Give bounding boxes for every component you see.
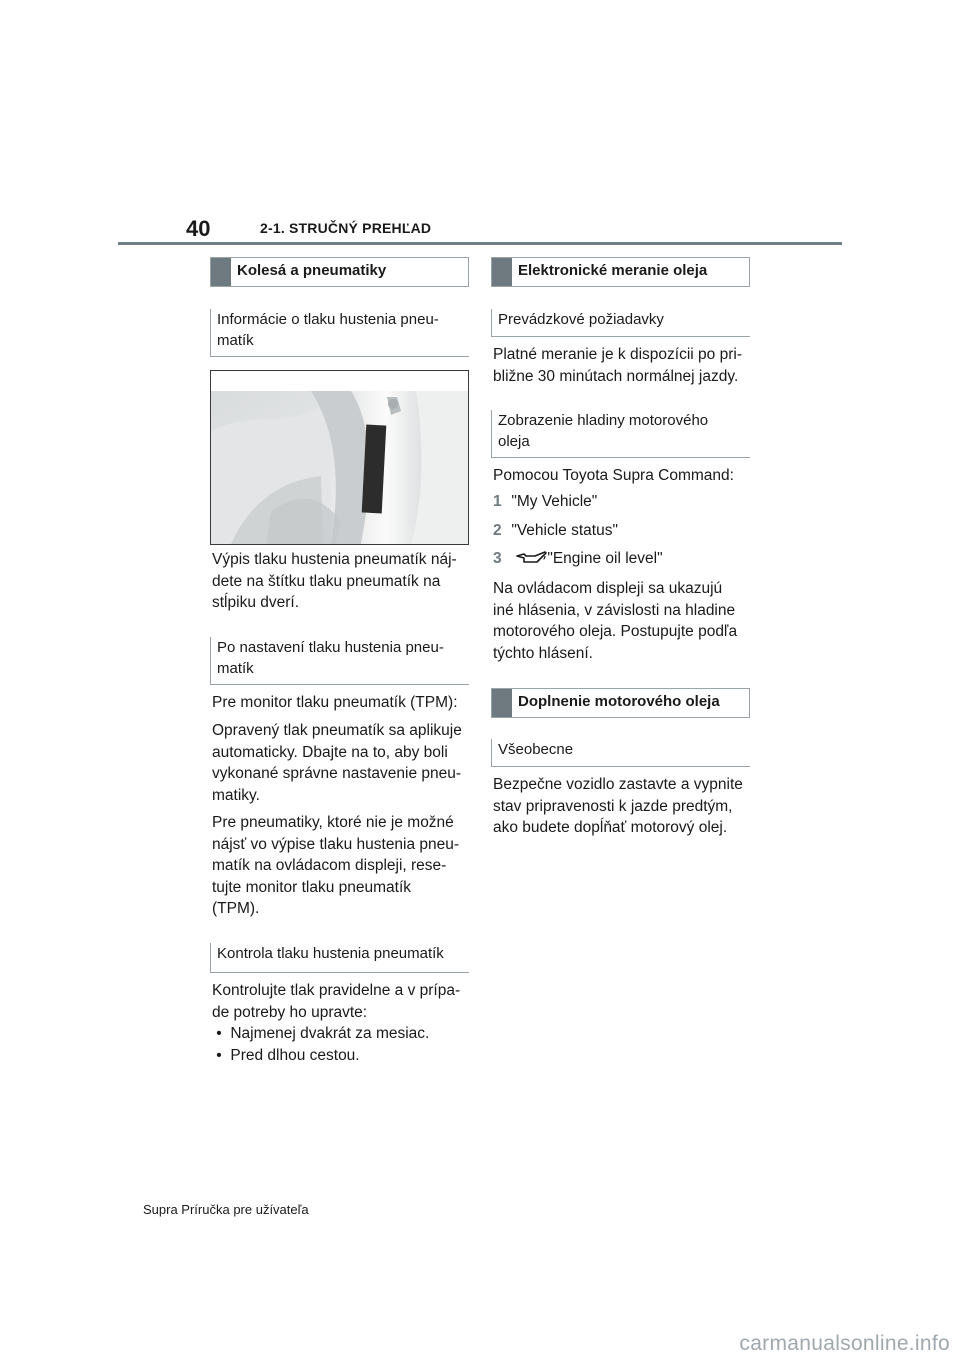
text-line: (TPM). — [212, 900, 260, 917]
chapter-title: 2-1. STRUČNÝ PREHĽAD — [260, 220, 432, 236]
paragraph-supra-command — [493, 465, 734, 487]
page-number: 40 — [186, 216, 211, 241]
subheading-line: Kontrola tlaku hustenia pneumatík — [217, 945, 444, 962]
section-title: Elektronické meranie oleja — [518, 262, 708, 279]
text-line: Platné meranie je k dispozícii po pri- — [493, 346, 742, 363]
text-line: bližne 30 minútach normálnej jazdy. — [493, 367, 739, 385]
step-list — [493, 491, 663, 570]
footer-title: Supra Príručka pre užívateľa — [143, 1202, 309, 1217]
bullet-item: • Najmenej dvakrát za mesiac. — [212, 1025, 430, 1042]
text-line: tujte monitor tlaku pneumatík — [212, 878, 412, 896]
bullet-text: Pred dlhou cestou. — [230, 1046, 360, 1064]
text-line: nájsť vo výpise tlaku hustenia pneu- — [212, 835, 460, 853]
section-marker — [492, 689, 512, 717]
section-header-oil-refill — [491, 688, 750, 718]
text-line: ako budete dopĺňať motorový olej. — [493, 819, 728, 836]
step-number: 3 — [493, 550, 502, 567]
subheading-line: Prevádzkové požiadavky — [498, 311, 664, 328]
paragraph-auto-apply — [212, 720, 462, 806]
subheading-tire-pressure-info — [210, 309, 469, 357]
step-item — [493, 491, 663, 513]
step-text: "Engine oil level" — [547, 550, 663, 567]
oil-can-icon — [515, 550, 547, 564]
paragraph-valid-measurement — [493, 344, 742, 387]
section-header-wheels — [210, 257, 469, 287]
step-item — [493, 520, 663, 542]
step-number: 1 — [493, 493, 502, 510]
paragraph-check-regularly — [212, 980, 460, 1066]
subheading-check-pressure — [210, 943, 469, 973]
tire-label-photo — [210, 370, 469, 545]
subheading-line: Po nastavení tlaku hustenia pneu- — [217, 639, 444, 656]
header-divider — [118, 242, 842, 245]
subheading-line: Všeobecne — [498, 741, 574, 758]
section-marker — [211, 258, 231, 286]
text-line: Bezpečne vozidlo zastavte a vypnite — [493, 776, 743, 793]
subheading-line: oleja — [498, 433, 530, 450]
section-title: Doplnenie motorového oleja — [518, 693, 720, 710]
paragraph-tpm — [212, 692, 458, 714]
text-line: motorového oleja. Postupujte podľa — [493, 623, 738, 640]
text-line: Kontrolujte tlak pravidelne a v prípa- — [212, 982, 461, 999]
door-pillar-illustration — [211, 371, 468, 544]
step-text: "My Vehicle" — [511, 493, 598, 510]
subheading-after-pressure-setting — [210, 637, 469, 685]
paragraph-display-messages — [493, 578, 737, 664]
step-number: 2 — [493, 521, 502, 539]
text-line: Na ovládacom displeji sa ukazujú — [493, 580, 723, 597]
paragraph-label-location — [212, 549, 457, 614]
text-line: matík na ovládacom displeji, rese- — [212, 857, 447, 874]
text-line: Pre pneumatiky, ktoré nie je možné — [212, 814, 454, 831]
text-line: Pre monitor tlaku pneumatík (TPM): — [212, 694, 458, 711]
text-line: dete na štítku tlaku pneumatík na — [212, 572, 441, 590]
text-line: Pomocou Toyota Supra Command: — [493, 467, 734, 484]
subheading-general — [491, 739, 750, 767]
step-item — [493, 548, 663, 570]
text-line: de potreby ho upravte: — [212, 1003, 368, 1021]
subheading-line: Zobrazenie hladiny motorového — [498, 412, 709, 429]
subheading-line: Informácie o tlaku hustenia pneu- — [217, 311, 439, 328]
watermark: carmanualsonline.info — [739, 1332, 950, 1355]
paragraph-stop-vehicle — [493, 774, 743, 839]
section-marker — [492, 258, 512, 286]
text-line: stĺpiku dverí. — [212, 594, 300, 611]
text-line: Výpis tlaku hustenia pneumatík náj- — [212, 551, 457, 568]
paragraph-reset-tpm — [212, 812, 459, 920]
section-title: Kolesá a pneumatiky — [237, 262, 387, 279]
text-line: automaticky. Dbajte na to, aby boli — [212, 743, 448, 761]
subheading-line: matík — [217, 332, 254, 349]
step-text: "Vehicle status" — [511, 521, 618, 539]
text-line: stav pripravenosti k jazde predtým, — [493, 797, 733, 815]
text-line: Opravený tlak pneumatík sa aplikuje — [212, 722, 462, 739]
text-line: vykonané správne nastavenie pneu- — [212, 765, 462, 782]
text-line: matiky. — [212, 786, 260, 804]
subheading-operating-requirements — [491, 309, 750, 337]
section-header-oil-measurement — [491, 257, 750, 287]
bullet-item: • Pred dlhou cestou. — [212, 1046, 360, 1064]
subheading-line: matík — [217, 660, 254, 677]
text-line: týchto hlásení. — [493, 644, 593, 662]
text-line: iné hlásenia, v závislosti na hladine — [493, 601, 736, 619]
bullet-text: Najmenej dvakrát za mesiac. — [230, 1025, 430, 1042]
subheading-oil-level-display — [491, 410, 750, 458]
